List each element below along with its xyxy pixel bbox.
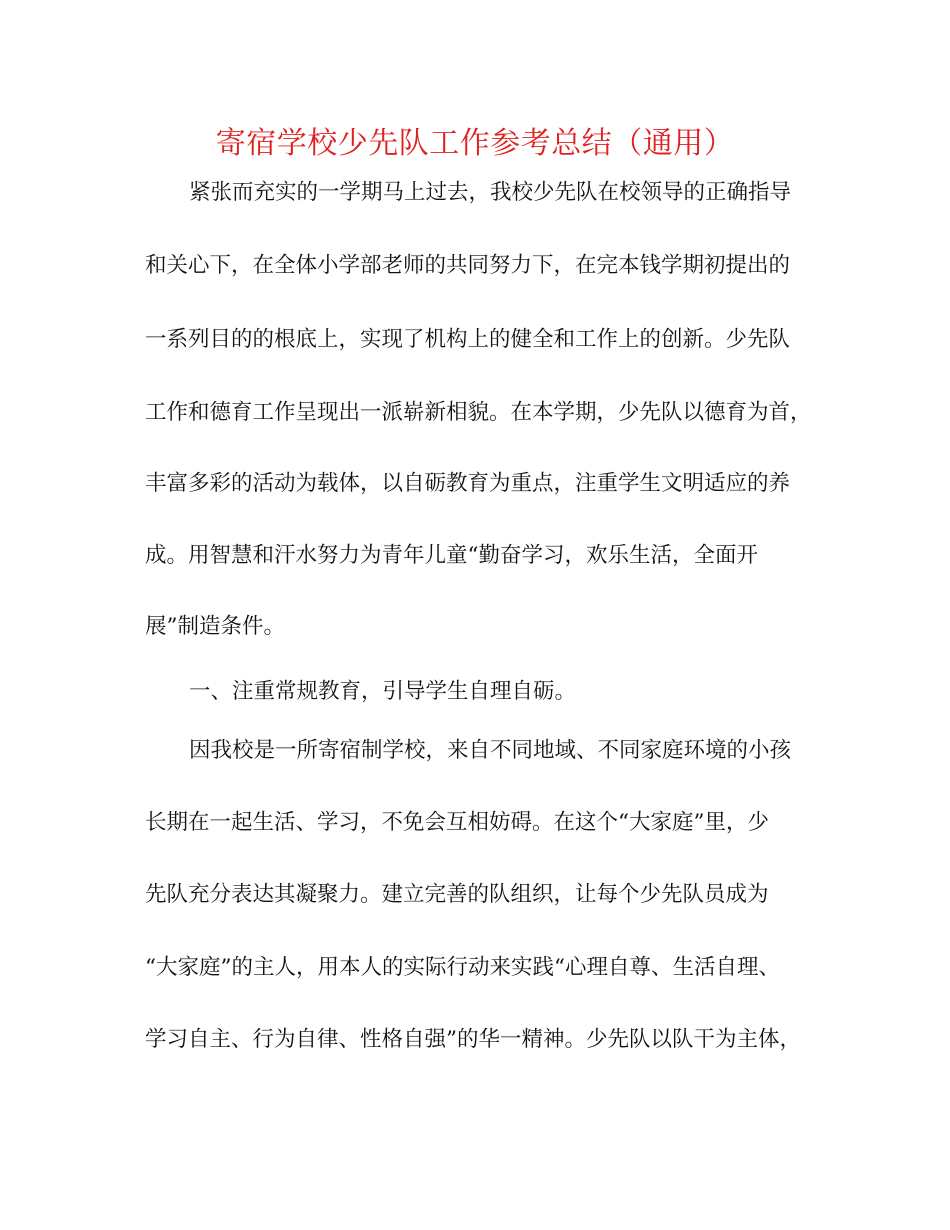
paragraph-line: 丰富多彩的活动为载体，以自砺教育为重点，注重学生文明适应的养 [145, 471, 791, 496]
paragraph-line: 和关心下，在全体小学部老师的共同努力下，在完本钱学期初提出的 [145, 253, 791, 278]
paragraph-line: 一系列目的的根底上，实现了机构上的健全和工作上的创新。少先队 [145, 327, 791, 352]
paragraph-line: “大家庭”的主人，用本人的实际行动来实践“心理自尊、生活自理、 [145, 955, 780, 980]
paragraph-line: 成。用智慧和汗水努力为青年儿童“勤奋学习，欢乐生活，全面开 [145, 543, 758, 568]
document-title: 寄宿学校少先队工作参考总结（通用） [215, 126, 735, 161]
paragraph-line: 学习自主、行为自律、性格自强”的华一精神。少先队以队干为主体， [145, 1027, 801, 1052]
section-heading: 一、注重常规教育，引导学生自理自砺。 [189, 679, 577, 704]
paragraph-line: 长期在一起生活、学习，不免会互相妨碍。在这个“大家庭”里，少 [145, 810, 769, 835]
paragraph-line: 紧张而充实的一学期马上过去，我校少先队在校领导的正确指导 [189, 180, 792, 205]
paragraph-line: 因我校是一所寄宿制学校，来自不同地域、不同家庭环境的小孩 [189, 738, 792, 763]
paragraph-line: 展”制造条件。 [145, 614, 285, 639]
paragraph-line: 工作和德育工作呈现出一派崭新相貌。在本学期，少先队以德育为首， [145, 400, 812, 425]
paragraph-line: 先队充分表达其凝聚力。建立完善的队组织，让每个少先队员成为 [145, 882, 769, 907]
